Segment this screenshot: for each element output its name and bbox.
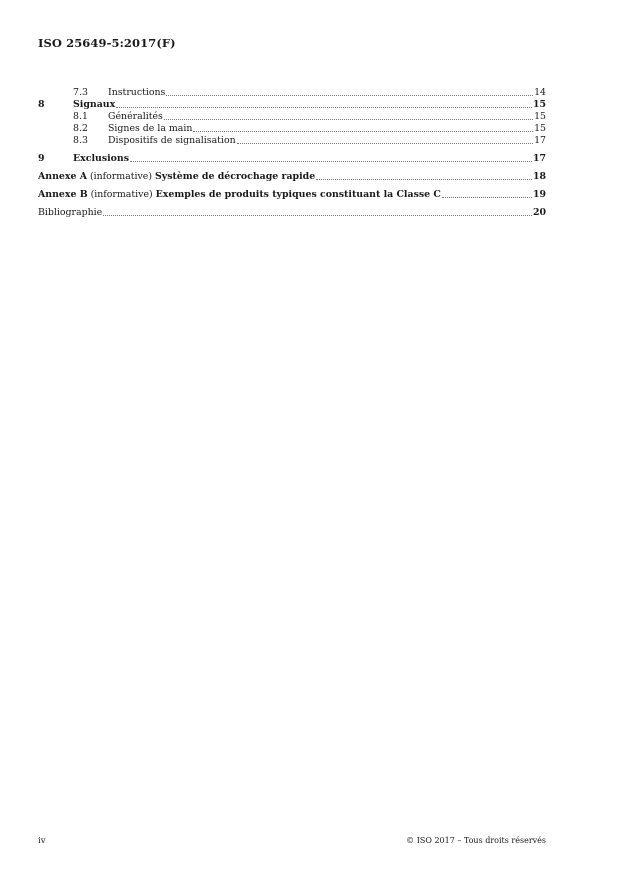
toc-annex-a[interactable] [38, 171, 546, 183]
toc-entry-page: 19 [532, 189, 546, 200]
toc-entry-page: 15 [532, 99, 546, 110]
toc-annex-heading [38, 189, 441, 201]
toc-entry-page: 14 [534, 87, 546, 98]
toc-entry-title: Instructions [108, 87, 166, 98]
toc-entry-page: 20 [532, 207, 546, 218]
toc-entry-number: 8.2 [73, 123, 88, 134]
toc-entry-8-3[interactable] [38, 135, 546, 147]
annex-label: Annexe A [38, 171, 87, 182]
toc-entry-number: 8 [38, 99, 45, 110]
toc-entry-9[interactable] [38, 153, 546, 165]
annex-label: Annexe B [38, 189, 88, 200]
annex-kind: (informative) [90, 189, 153, 200]
dot-leader [164, 119, 533, 120]
dot-leader [116, 107, 532, 108]
toc-entry-page: 17 [532, 153, 546, 164]
dot-leader [237, 143, 533, 144]
toc-entry-page: 18 [532, 171, 546, 182]
toc-entry-number: 8.1 [73, 111, 88, 122]
toc-entry-title: Signaux [73, 99, 116, 110]
toc-entry-title: Exclusions [73, 153, 130, 164]
toc-annex-heading [38, 171, 315, 183]
toc-entry-number: 9 [38, 153, 45, 164]
toc-entry-number: 7.3 [73, 87, 88, 98]
toc-entry-8[interactable] [38, 99, 546, 111]
document-header: ISO 25649-5:2017(F) [38, 36, 176, 50]
toc-entry-8-2[interactable] [38, 123, 546, 135]
dot-leader [130, 161, 532, 162]
table-of-contents [38, 87, 546, 219]
toc-entry-7-3[interactable] [38, 87, 546, 99]
page-number: iv [38, 836, 46, 846]
toc-entry-title: Signes de la main [108, 123, 193, 134]
toc-entry-page: 15 [534, 123, 546, 134]
dot-leader [316, 179, 532, 180]
annex-kind: (informative) [89, 171, 152, 182]
copyright-notice: © ISO 2017 – Tous droits réservés [406, 836, 546, 845]
toc-entry-page: 17 [534, 135, 546, 146]
toc-entry-title: Généralités [108, 111, 163, 122]
toc-entry-title: Dispositifs de signalisation [108, 135, 236, 146]
toc-entry-page: 15 [534, 111, 546, 122]
dot-leader [166, 95, 533, 96]
dot-leader [442, 197, 532, 198]
toc-bibliography[interactable] [38, 207, 546, 219]
annex-title: Exemples de produits typiques constituant la Classe C [155, 189, 441, 200]
bibliography-title: Bibliographie [38, 207, 103, 218]
toc-annex-b[interactable] [38, 189, 546, 201]
toc-entry-8-1[interactable] [38, 111, 546, 123]
annex-title: Système de décrochage rapide [154, 171, 316, 182]
dot-leader [193, 131, 533, 132]
toc-entry-number: 8.3 [73, 135, 88, 146]
dot-leader [103, 215, 532, 216]
